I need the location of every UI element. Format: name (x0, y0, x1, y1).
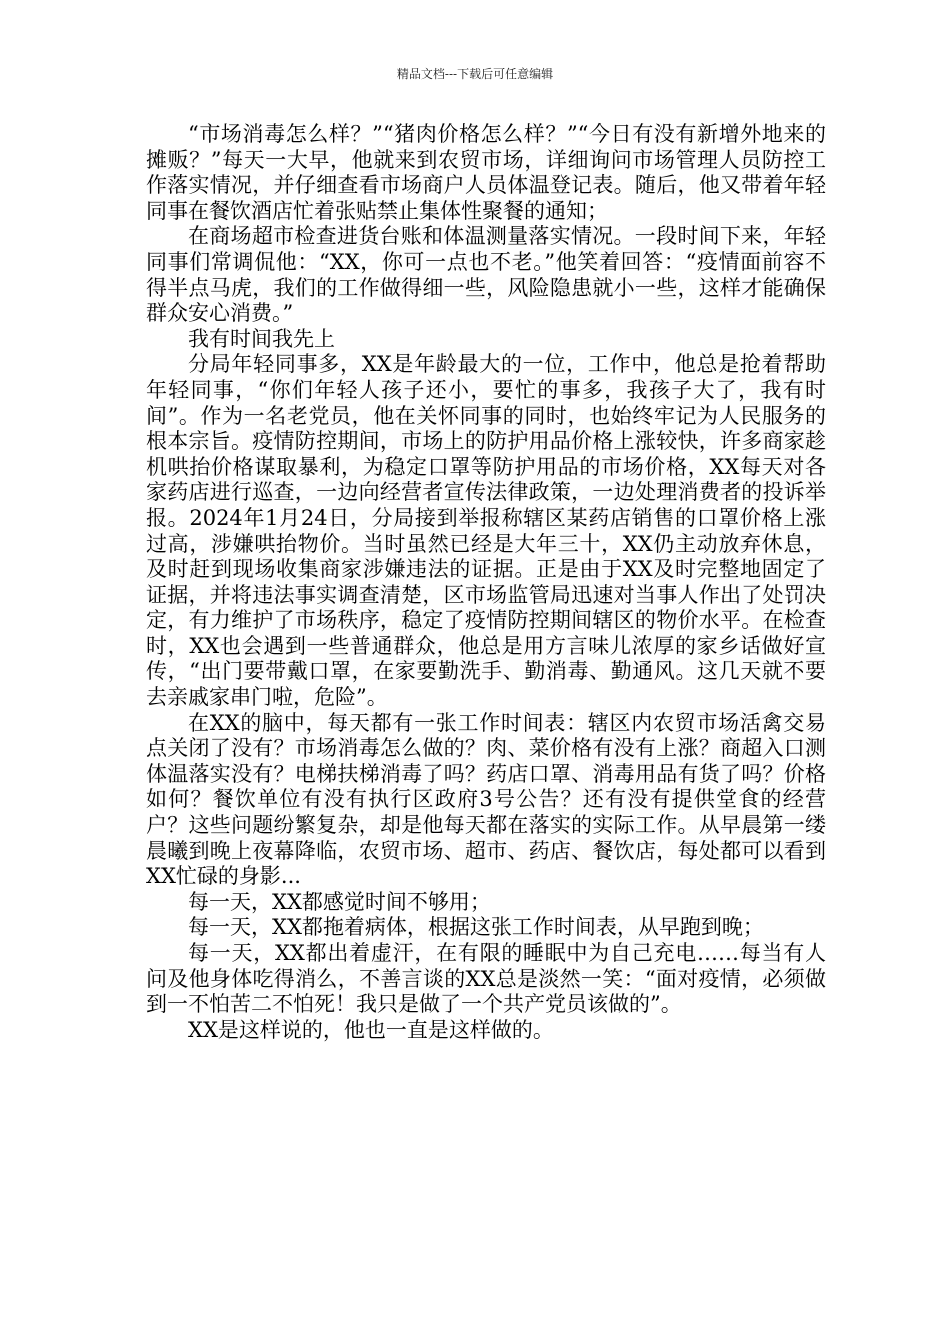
page-header: 精品文档---下载后可任意编辑 (396, 67, 554, 81)
paragraph: 分局年轻同事多，XX是年龄最大的一位，工作中，他总是抢着帮助年轻同事，“你们年轻人孩子还小，要忙的事多，我孩子大了，我有时间”。作为一名老党员，他在关怀同事的同时，也始终牢记为人民服务的根本宗旨。疫情防控期间，市场上的防护用品价格上涨较快，许多商家趁机哄抬价格谋取暴利，为稳定口罩等防护用品的市场价格，XX每天对各家药店进行巡查，一边向经营者宣传法律政策，一边处理消费者的投诉举报。2024年1月24日，分局接到举报称辖区某药店销售的口罩价格上涨过高，涉嫌哄抬物价。当时虽然已经是大年三十，XX仍主动放弃休息，及时赶到现场收集商家涉嫌违法的证据。正是由于XX及时完整地固定了证据，并将违法事实调查清楚，区市场监管局迅速对当事人作出了处罚决定，有力维护了市场秩序，稳定了疫情防控期间辖区的物价水平。在检查时，XX也会遇到一些普通群众，他总是用方言味儿浓厚的家乡话做好宣传，“出门要带戴口罩，在家要勤洗手、勤消毒、勤通风。这几天就不要去亲戚家串门啦，危险”。 (146, 352, 826, 710)
section-heading: 我有时间我先上 (188, 326, 335, 351)
paragraph: 在XX的脑中，每天都有一张工作时间表：辖区内农贸市场活禽交易点关闭了没有？市场消毒怎么做的？肉、菜价格有没有上涨？商超入口测体温落实没有？电梯扶梯消毒了吗？药店口罩、消毒用品有货了吗？价格如何？餐饮单位有没有执行区政府3号公告？还有没有提供堂食的经营户？这些问题纷繁复杂，却是他每天都在落实的实际工作。从早晨第一缕晨曦到晚上夜幕降临，农贸市场、超市、药店、餐饮店，每处都可以看到XX忙碌的身影... (146, 710, 826, 889)
paragraph: XX是这样说的，他也一直是这样做的。 (188, 1017, 554, 1042)
paragraph: 每一天，XX都感觉时间不够用； (188, 889, 491, 914)
paragraph: 每一天，XX都拖着病体，根据这张工作时间表，从早跑到晚； (188, 915, 764, 940)
paragraph: “市场消毒怎么样？”“猪肉价格怎么样？”“今日有没有新增外地来的摊贩？”每天一大早，他就来到农贸市场，详细询问市场管理人员防控工作落实情况，并仔细查看市场商户人员体温登记表。随后，他又带着年轻同事在餐饮酒店忙着张贴禁止集体性聚餐的通知； (146, 122, 826, 223)
paragraph: 每一天，XX都出着虚汗，在有限的睡眠中为自己充电……每当有人问及他身体吃得消么，不善言谈的XX总是淡然一笑：“面对疫情，必须做到一不怕苦二不怕死！我只是做了一个共产党员该做的”。 (146, 941, 826, 1017)
paragraph: 在商场超市检查进货台账和体温测量落实情况。一段时间下来，年轻同事们常调侃他：“XX，你可一点也不老。”他笑着回答：“疫情面前容不得半点马虎，我们的工作做得细一些，风险隐患就小一些，这样才能确保群众安心消费。” (146, 224, 826, 326)
document-body (146, 122, 826, 1043)
